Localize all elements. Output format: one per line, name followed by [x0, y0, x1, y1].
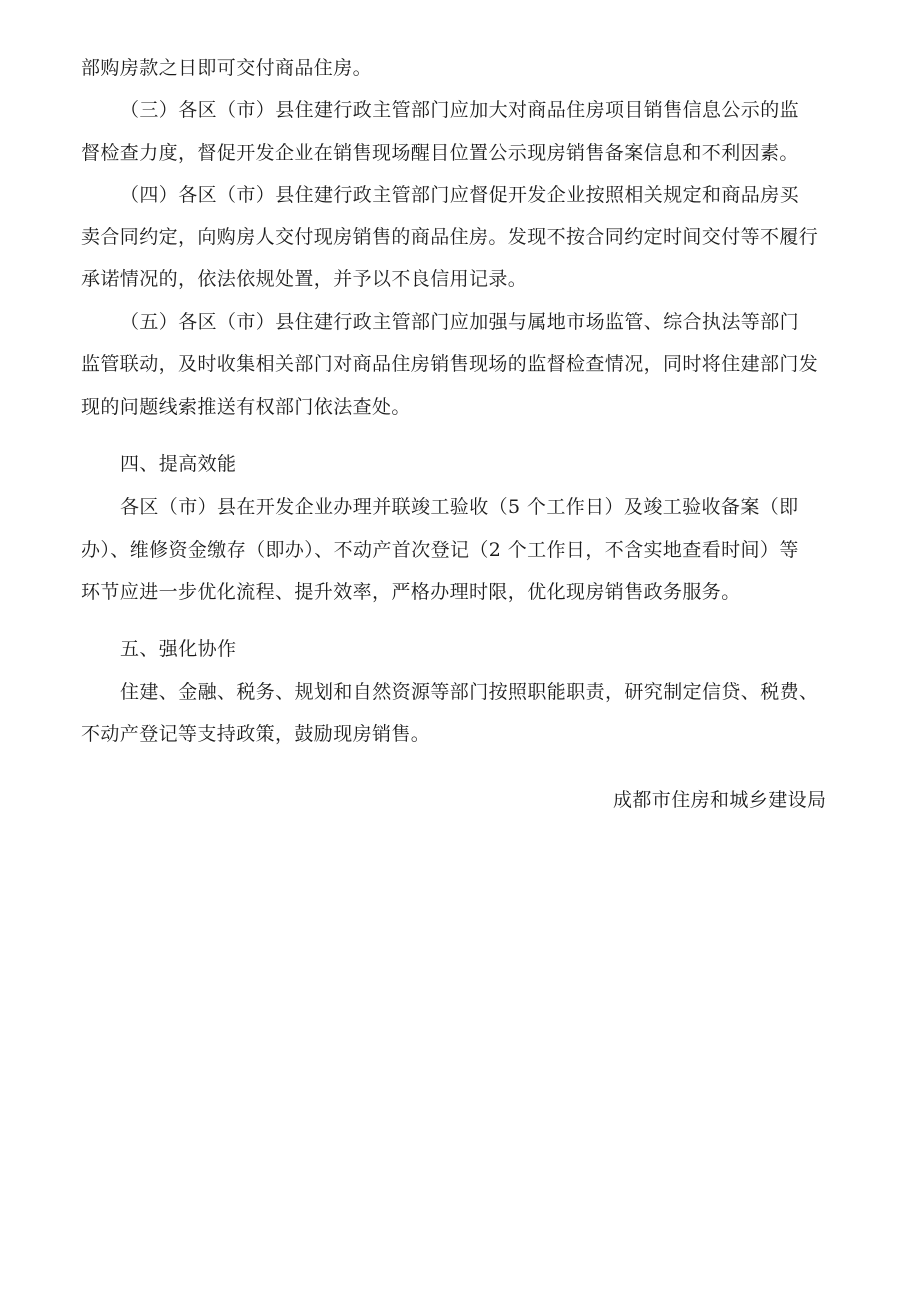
- paragraph-line: 卖合同约定，向购房人交付现房销售的商品住房。发现不按合同约定时间交付等不履行: [81, 226, 819, 248]
- paragraph-line: （五）各区（市）县住建行政主管部门应加强与属地市场监管、综合执法等部门: [120, 311, 800, 333]
- signature: 成都市住房和城乡建设局: [613, 789, 827, 811]
- paragraph-line: 监管联动，及时收集相关部门对商品住房销售现场的监督检查情况，同时将住建部门发: [81, 353, 819, 375]
- paragraph-line: 不动产登记等支持政策，鼓励现房销售。: [81, 723, 431, 745]
- paragraph-line: 现的问题线索推送有权部门依法查处。: [81, 396, 411, 418]
- paragraph-line: 住建、金融、税务、规划和自然资源等部门按照职能职责，研究制定信贷、税费、: [120, 681, 819, 703]
- paragraph-line: 环节应进一步优化流程、提升效率，严格办理时限，优化现房销售政务服务。: [81, 581, 741, 603]
- paragraph-line: （三）各区（市）县住建行政主管部门应加大对商品住房项目销售信息公示的监: [120, 99, 800, 121]
- paragraph-line: 承诺情况的，依法依规处置，并予以不良信用记录。: [81, 268, 528, 290]
- paragraph-line: 部购房款之日即可交付商品住房。: [81, 57, 373, 79]
- paragraph-line: 办）、维修资金缴存（即办）、不动产首次登记（2 个工作日，不含实地查看时间）等: [81, 539, 799, 561]
- section-heading-5: 五、强化协作: [120, 638, 237, 660]
- paragraph-line: 督检查力度，督促开发企业在销售现场醒目位置公示现房销售备案信息和不利因素。: [81, 142, 799, 164]
- paragraph-line: 各区（市）县在开发企业办理并联竣工验收（5 个工作日）及竣工验收备案（即: [120, 496, 799, 518]
- section-heading-4: 四、提高效能: [120, 453, 237, 475]
- paragraph-line: （四）各区（市）县住建行政主管部门应督促开发企业按照相关规定和商品房买: [120, 184, 800, 206]
